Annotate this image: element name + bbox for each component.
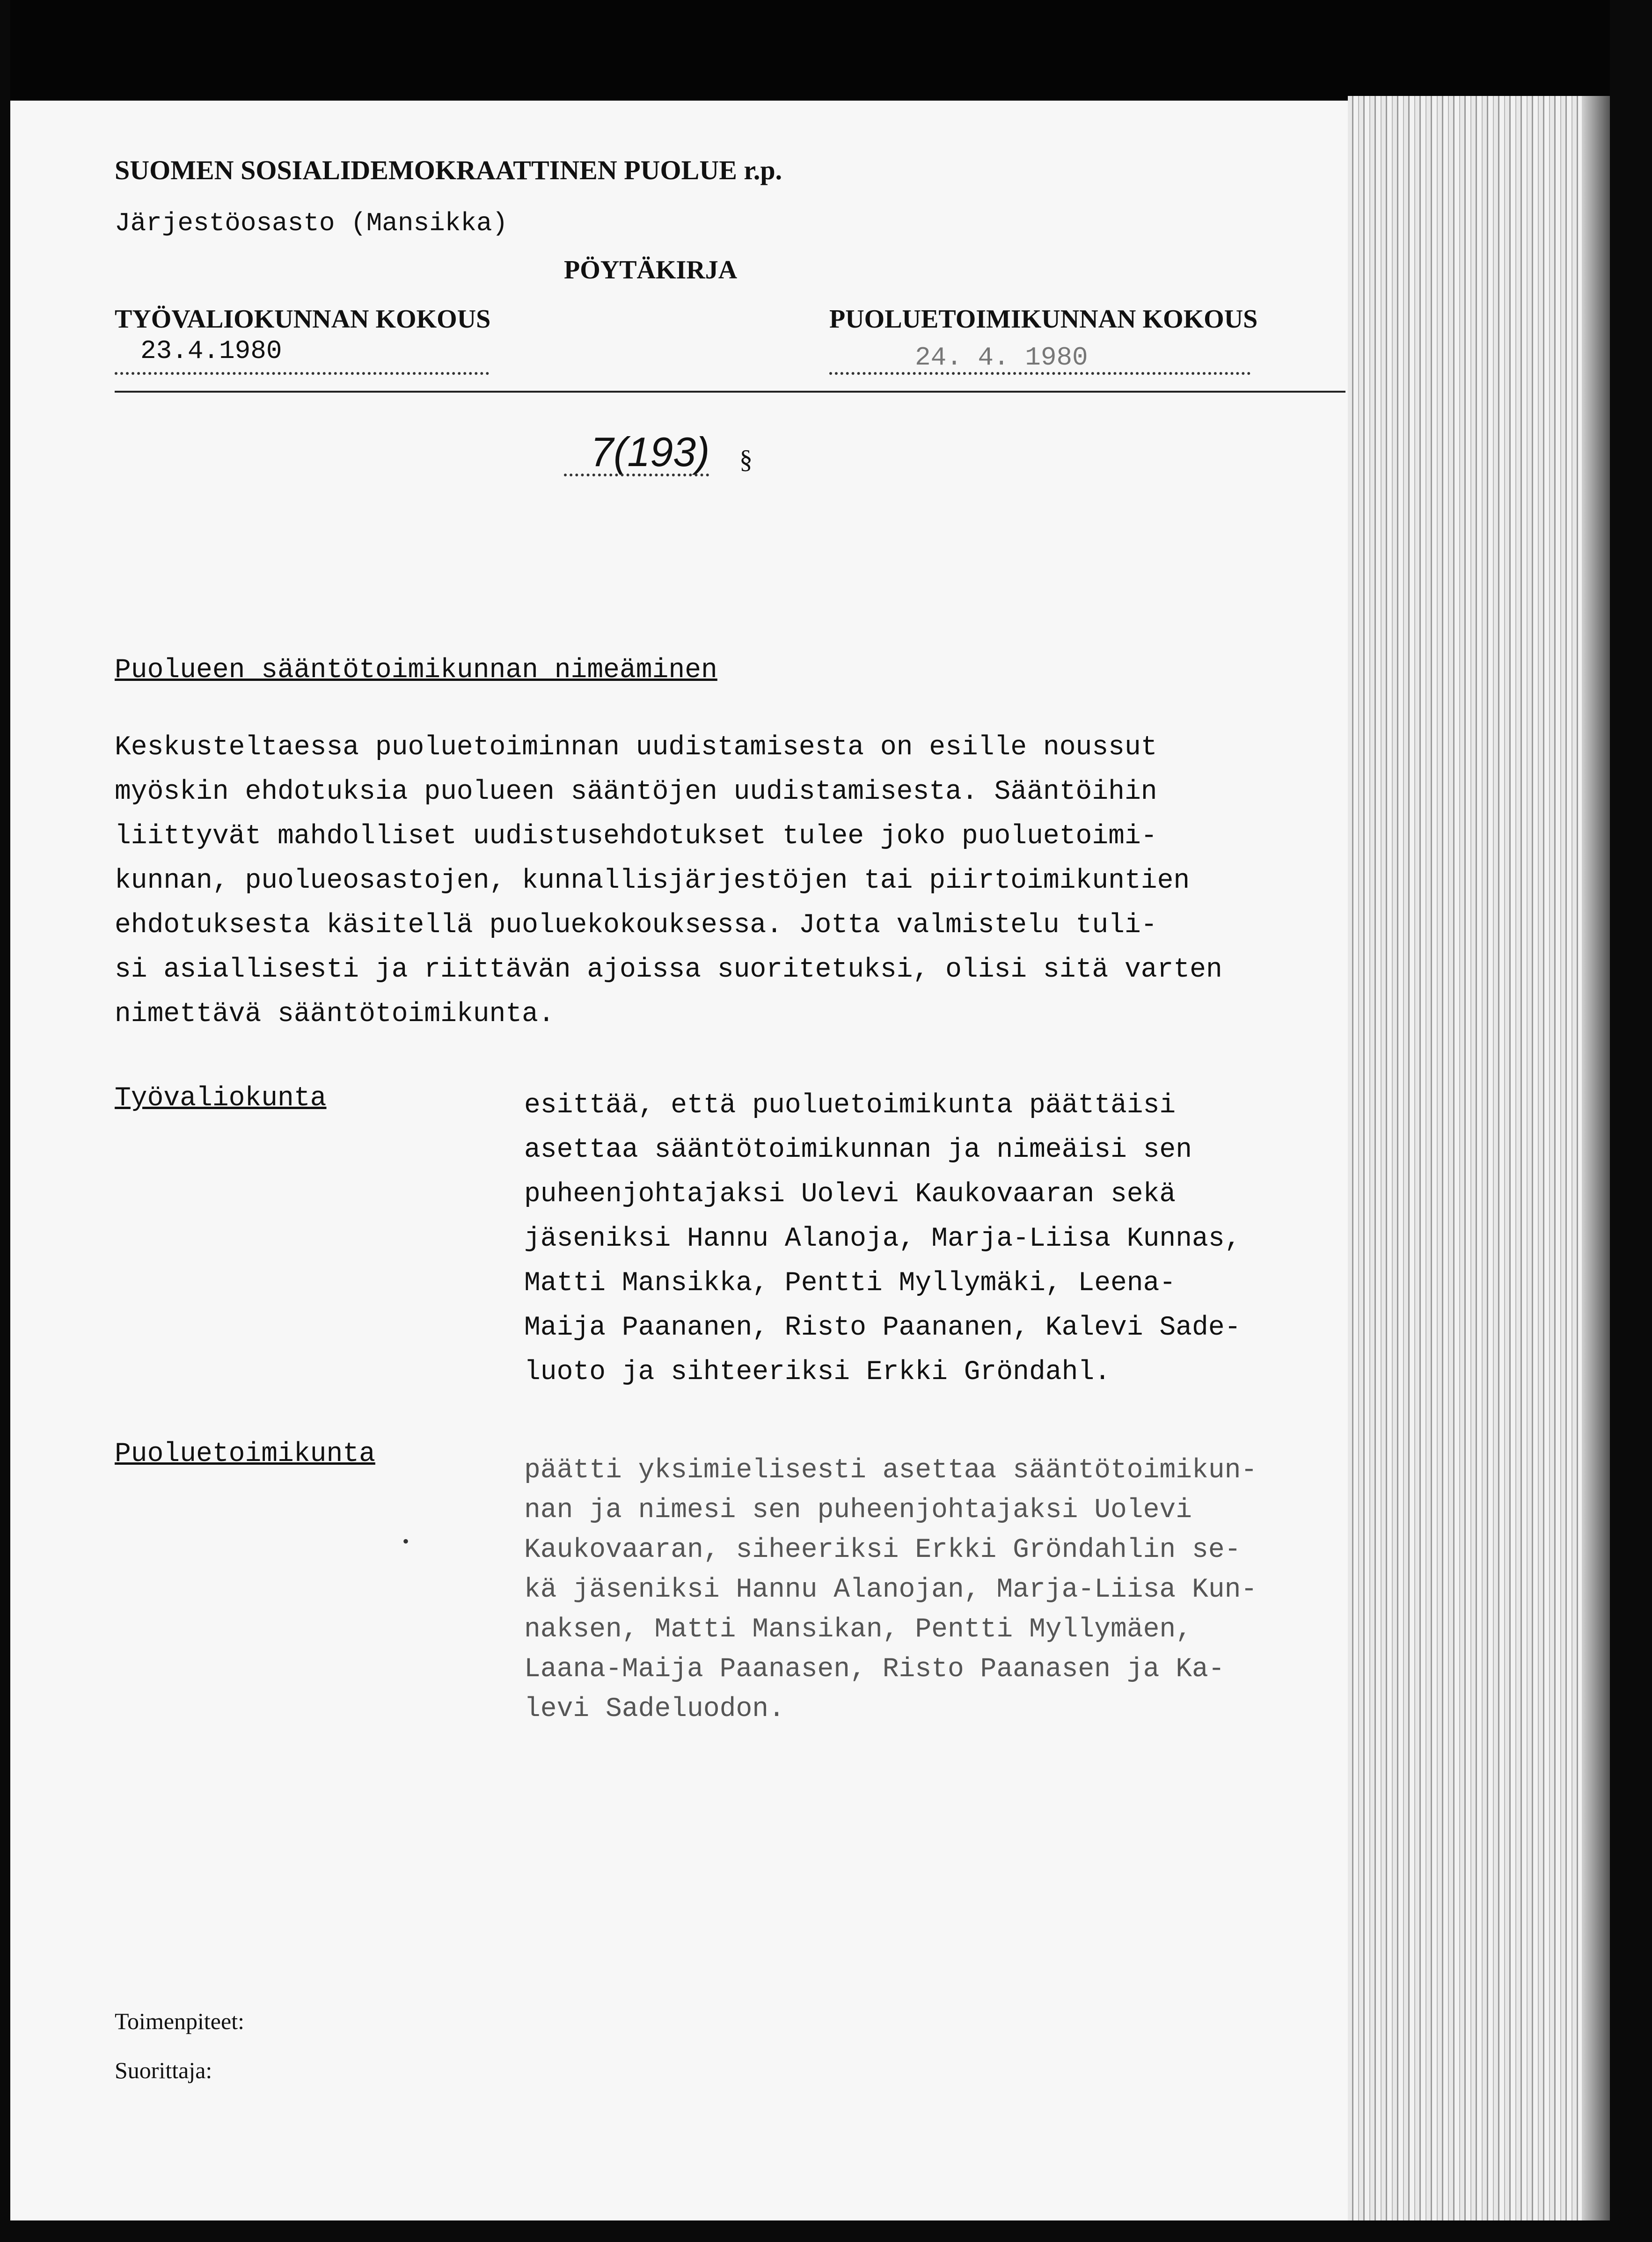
proposal-line: asettaa sääntötoimikunnan ja nimeäisi sen [524,1135,1192,1165]
party-committee-heading: PUOLUETOIMIKUNNAN KOKOUS [829,305,1258,334]
proposal-line: luoto ja sihteeriksi Erkki Gröndahl. [524,1357,1111,1388]
date-dotted-line-left [115,372,489,375]
organization-name: SUOMEN SOSIALIDEMOKRAATTINEN PUOLUE r.p. [115,155,782,185]
actions-label: Toimenpiteet: [115,2008,244,2034]
intro-line: nimettävä sääntötoimikunta. [115,999,555,1030]
scan-top-border [0,0,1652,105]
intro-line: myöskin ehdotuksia puolueen sääntöjen uudistamisesta. Sääntöihin [115,777,1157,807]
party-committee-date: 24. 4. 1980 [915,343,1088,372]
decision-line: kä jäseniksi Hannu Alanojan, Marja-Liisa Kun- [524,1575,1257,1605]
section-sign: § [739,445,753,474]
decision-line: naksen, Matti Mansikan, Pentti Myllymäen, [524,1614,1192,1645]
scan-right-border [1610,0,1652,2242]
binder-page-edges [1348,96,1610,2220]
decision-line: Laana-Maija Paanasen, Risto Paanasen ja Ka- [524,1654,1225,1685]
proposal-line: Maija Paananen, Risto Paananen, Kalevi Sade- [524,1313,1241,1343]
decision-line: Kaukovaaran, siheeriksi Erkki Gröndahlin se- [524,1535,1241,1565]
intro-line: si asiallisesti ja riittävän ajoissa suoritetuksi, olisi sitä varten [115,955,1222,985]
executor-label: Suorittaja: [115,2057,212,2083]
intro-line: kunnan, puolueosastojen, kunnallisjärjestöjen tai piirtoimikuntien [115,866,1190,896]
stray-mark: • [402,1531,409,1552]
proposal-line: esittää, että puoluetoimikunta päättäisi [524,1090,1176,1121]
document-title: PÖYTÄKIRJA [564,256,738,285]
proposal-line: Matti Mansikka, Pentti Myllymäki, Leena- [524,1268,1176,1299]
section-dotted-line [564,474,709,476]
section-number: 7(193) [591,429,710,475]
department-name: Järjestöosasto (Mansikka) [115,208,508,238]
proposal-line: jäseniksi Hannu Alanoja, Marja-Liisa Kunnas, [524,1224,1241,1254]
executive-committee-date: 23.4.1980 [140,336,282,366]
proposal-label: Työvaliokunta [115,1083,327,1114]
intro-line: liittyvät mahdolliset uudistusehdotukset tulee joko puoluetoimi- [115,821,1157,852]
subject-heading: Puolueen sääntötoimikunnan nimeäminen [115,655,717,686]
intro-line: Keskusteltaessa puoluetoiminnan uudistamisesta on esille noussut [115,732,1157,763]
executive-committee-heading: TYÖVALIOKUNNAN KOKOUS [115,305,491,334]
decision-line: nan ja nimesi sen puheenjohtajaksi Uolevi [524,1495,1192,1526]
header-divider [115,391,1345,393]
intro-line: ehdotuksesta käsitellä puoluekokouksessa. Jotta valmistelu tuli- [115,910,1157,941]
decision-line: levi Sadeluodon. [524,1694,785,1724]
proposal-line: puheenjohtajaksi Uolevi Kaukovaaran sekä [524,1179,1176,1210]
decision-line: päätti yksimielisesti asettaa sääntötoimikun- [524,1455,1257,1486]
scan-left-border [0,0,10,2242]
scan-bottom-border [0,2220,1652,2242]
binder-edge-shadow [1582,96,1610,2220]
date-dotted-line-right [829,372,1250,375]
decision-label: Puoluetoimikunta [115,1439,375,1469]
